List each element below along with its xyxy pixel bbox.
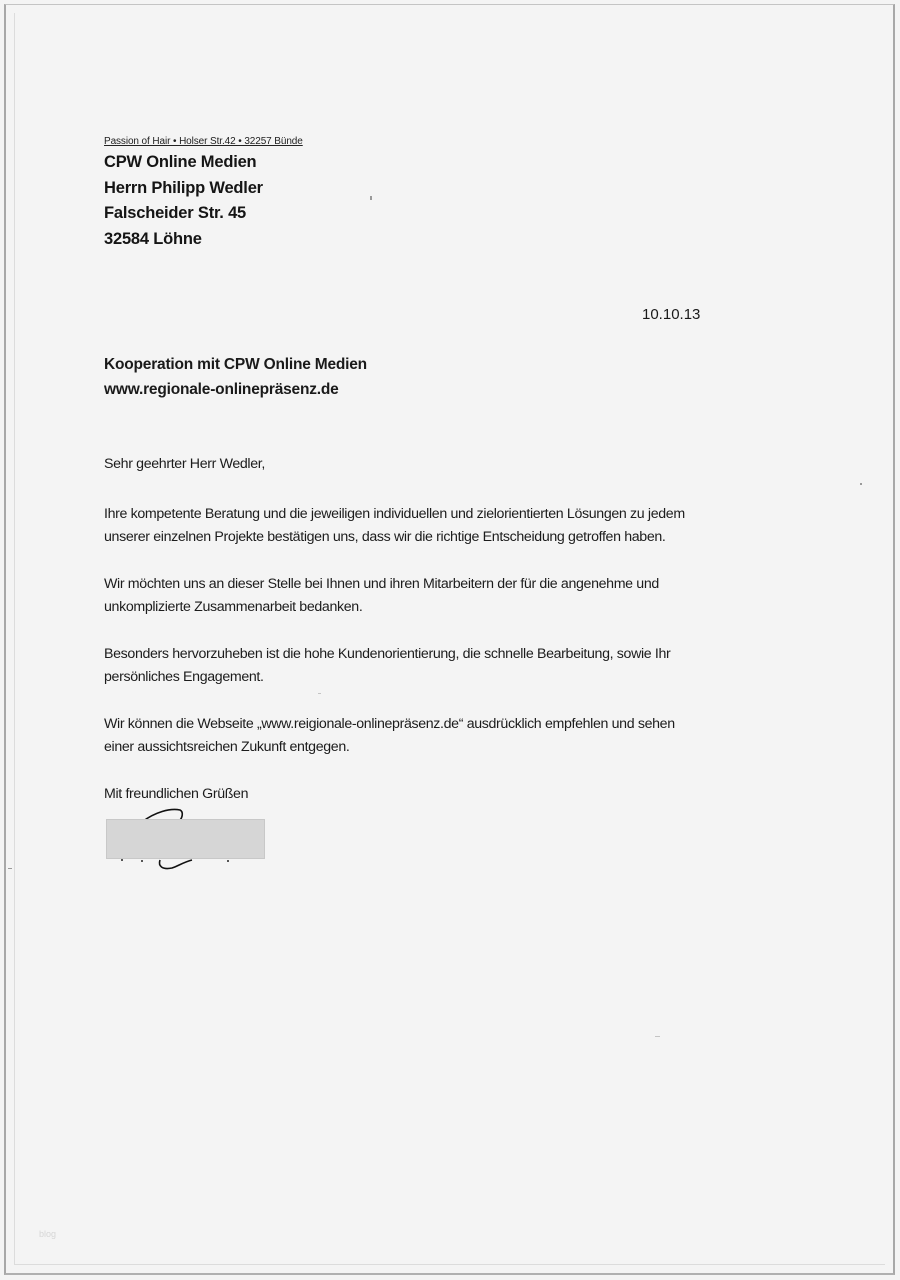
- recipient-street: Falscheider Str. 45: [104, 204, 247, 222]
- scan-speck: [370, 196, 372, 200]
- paragraph-1-line-1: Ihre kompetente Beratung und die jeweiligen individuellen und zielorientierten Lösungen zu jedem: [104, 506, 685, 522]
- paragraph-4-line-1: Wir können die Webseite „www.reigionale-onlinepräsenz.de“ ausdrücklich empfehlen und sehen: [104, 716, 675, 732]
- paragraph-3-line-1: Besonders hervorzuheben ist die hohe Kundenorientierung, die schnelle Bearbeitung, sowie Ihr: [104, 646, 671, 662]
- scan-inner-edge: [14, 13, 885, 1265]
- paragraph-1-line-2: unserer einzelnen Projekte bestätigen uns, dass wir die richtige Entscheidung getroffen haben.: [104, 529, 666, 545]
- subject-line-2: www.regionale-onlinepräsenz.de: [104, 381, 339, 398]
- subject-line-1: Kooperation mit CPW Online Medien: [104, 356, 367, 373]
- watermark-text: blog: [39, 1229, 57, 1239]
- scan-speck: [8, 868, 12, 869]
- letter-date: 10.10.13: [642, 306, 701, 323]
- scan-speck: [860, 483, 862, 485]
- scan-speck: [318, 693, 321, 694]
- recipient-company: CPW Online Medien: [104, 153, 257, 171]
- paragraph-4-line-2: einer aussichtsreichen Zukunft entgegen.: [104, 739, 350, 755]
- scan-speck: [655, 1036, 660, 1037]
- paragraph-3-line-2: persönliches Engagement.: [104, 669, 264, 685]
- recipient-city: 32584 Löhne: [104, 230, 202, 248]
- paragraph-2-line-2: unkomplizierte Zusammenarbeit bedanken.: [104, 599, 363, 615]
- paragraph-2-line-1: Wir möchten uns an dieser Stelle bei Ihnen und ihren Mitarbeitern der für die angenehme und: [104, 576, 659, 592]
- sender-return-address: Passion of Hair • Holser Str.42 • 32257 Bünde: [104, 136, 303, 147]
- redacted-signature-box: [106, 819, 265, 859]
- recipient-name: Herrn Philipp Wedler: [104, 179, 263, 197]
- salutation: Sehr geehrter Herr Wedler,: [104, 456, 265, 472]
- closing: Mit freundlichen Grüßen: [104, 786, 249, 802]
